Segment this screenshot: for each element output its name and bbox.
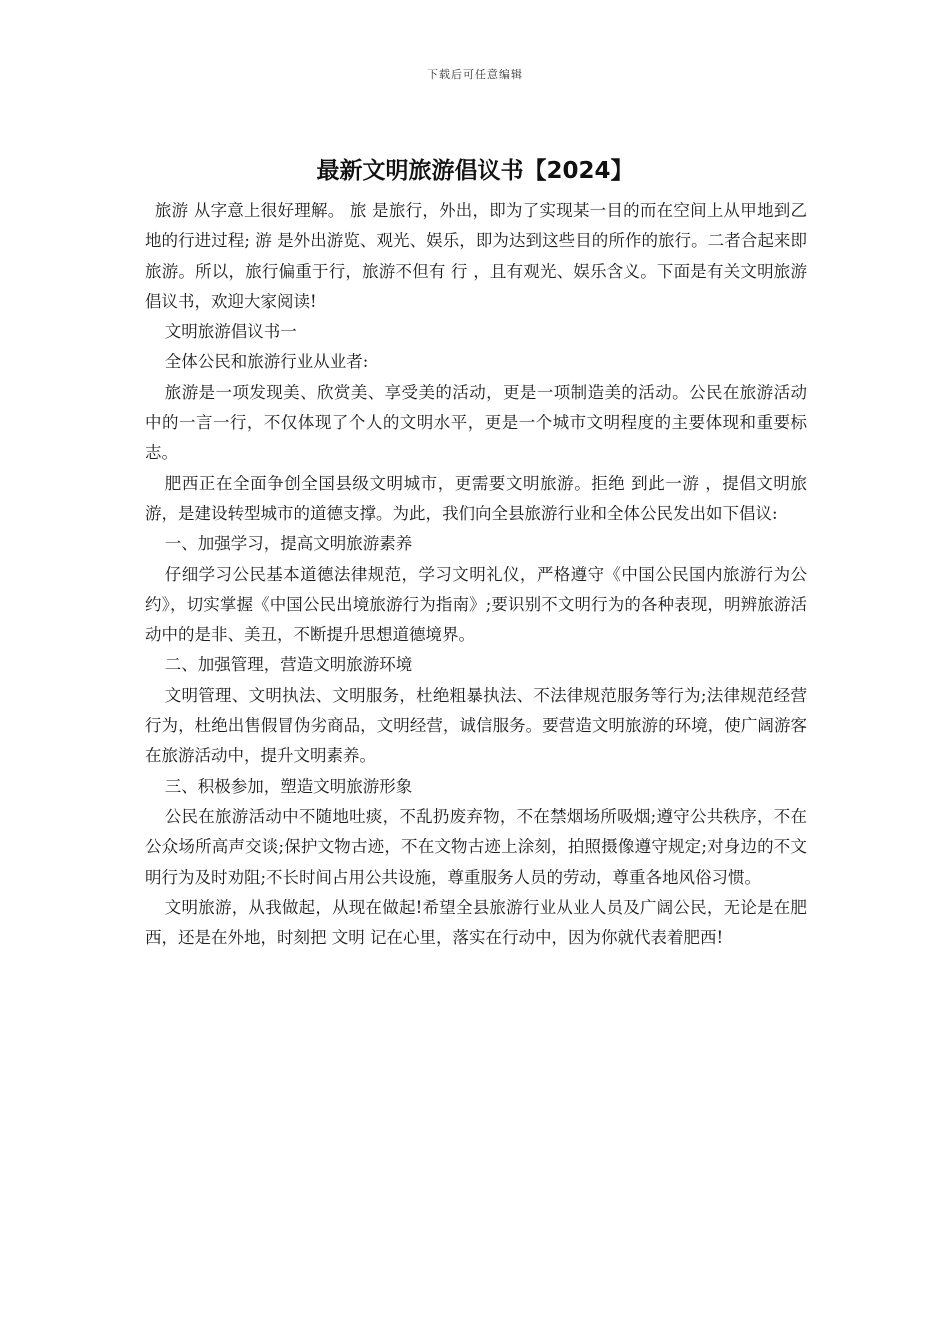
body-paragraph-4: 文明管理、文明执法、文明服务，杜绝粗暴执法、不法律规范服务等行为;法律规范经营行为，杜绝出售假冒伪劣商品，文明经营，诚信服务。要营造文明旅游的环境，使广阔游客在旅游活动中，提升文明素养。 xyxy=(145,685,807,766)
salutation: 全体公民和旅游行业从业者: xyxy=(164,352,369,372)
document-body xyxy=(145,196,807,953)
body-paragraph-5: 公民在旅游活动中不随地吐痰，不乱扔废弃物，不在禁烟场所吸烟;遵守公共秩序，不在公众场所高声交谈;保护文物古迹，不在文物古迹上涂刻，拍照摄像遵守规定;对身边的不文明行为及时劝阻;不长时间占用公共设施，尊重服务人员的劳动，尊重各地风俗习惯。 xyxy=(145,806,807,887)
page-header-note: 下载后可任意编辑 xyxy=(427,68,523,81)
document-title: 最新文明旅游倡议书【2024】 xyxy=(316,158,634,184)
section-title: 文明旅游倡议书一 xyxy=(164,322,297,342)
body-paragraph-3: 仔细学习公民基本道德法律规范，学习文明礼仪，严格遵守《中国公民国内旅游行为公约》，切实掌握《中国公民出境旅游行为指南》;要识别不文明行为的各种表现，明辨旅游活动中的是非、美丑，不断提升思想道德境界。 xyxy=(145,564,807,645)
closing-paragraph: 文明旅游，从我做起，从现在做起!希望全县旅游行业从业人员及广阔公民，无论是在肥西，还是在外地，时刻把 文明 记在心里，落实在行动中，因为你就代表着肥西! xyxy=(145,897,807,948)
proposal-heading-3: 三、积极参加，塑造文明旅游形象 xyxy=(164,776,413,796)
body-paragraph-2: 肥西正在全面争创全国县级文明城市，更需要文明旅游。拒绝 到此一游 ，提倡文明旅游，是建设转型城市的道德支撑。为此，我们向全县旅游行业和全体公民发出如下倡议: xyxy=(145,473,807,523)
proposal-heading-1: 一、加强学习，提高文明旅游素养 xyxy=(164,534,413,554)
intro-paragraph: 旅游 从字意上很好理解。 旅 是旅行，外出，即为了实现某一目的而在空间上从甲地到乙地的行进过程; 游 是外出游览、观光、娱乐，即为达到这些目的所作的旅行。二者合起来即旅游。所以，旅行偏重于行，旅游不但有 行 ，且有观光、娱乐含义。下面是有关文明旅游倡议书，欢迎大家阅读! xyxy=(145,201,807,311)
body-paragraph-1: 旅游是一项发现美、欣赏美、享受美的活动，更是一项制造美的活动。公民在旅游活动中的一言一行，不仅体现了个人的文明水平，更是一个城市文明程度的主要体现和重要标志。 xyxy=(145,382,807,463)
proposal-heading-2: 二、加强管理，营造文明旅游环境 xyxy=(164,655,413,675)
